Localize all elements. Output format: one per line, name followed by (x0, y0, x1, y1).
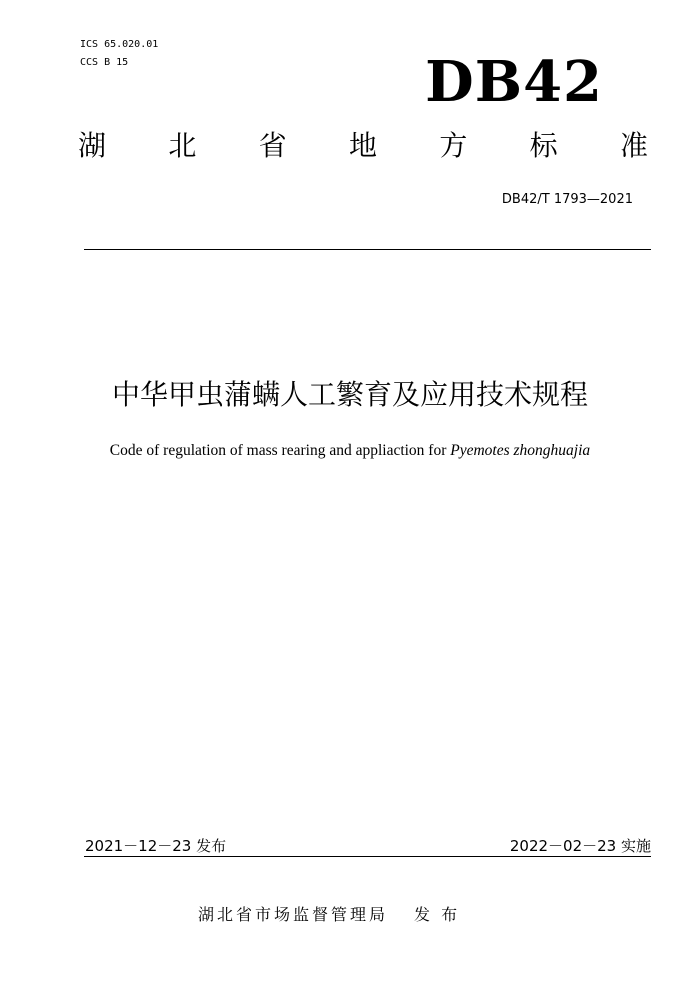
standard-type-char: 湖 (78, 129, 107, 162)
title-english (0, 442, 700, 460)
title-chinese: 中华甲虫蒲螨人工繁育及应用技术规程 (111, 378, 588, 411)
bottom-divider (84, 856, 651, 857)
standard-type-char: 准 (619, 129, 648, 162)
standard-type-char: 省 (258, 129, 287, 162)
ics-code: ICS 65.020.01 (80, 39, 159, 50)
issuer-line (198, 902, 460, 925)
standard-type-heading (78, 129, 648, 162)
standard-number: DB42/T 1793—2021 (501, 192, 633, 207)
issue-date: 2021－12－23 发布 (85, 837, 227, 855)
classification-codes (80, 36, 158, 72)
top-divider (84, 249, 651, 250)
standard-type-char: 标 (529, 129, 558, 162)
standard-type-char: 地 (348, 129, 377, 162)
db-logo: DB42 (425, 49, 603, 115)
implementation-date: 2022－02－23 实施 (509, 837, 651, 855)
standard-type-char: 方 (439, 129, 468, 162)
title-english-text: Code of regulation of mass rearing and appliaction for (109, 442, 451, 459)
title-english-species: Pyemotes zhonghuajia (450, 442, 591, 459)
standard-type-char: 北 (168, 129, 197, 162)
ccs-code: CCS B 15 (80, 57, 129, 68)
issuer-name: 湖北省市场监督管理局 (198, 905, 389, 924)
issuer-action: 发 布 (414, 905, 461, 924)
